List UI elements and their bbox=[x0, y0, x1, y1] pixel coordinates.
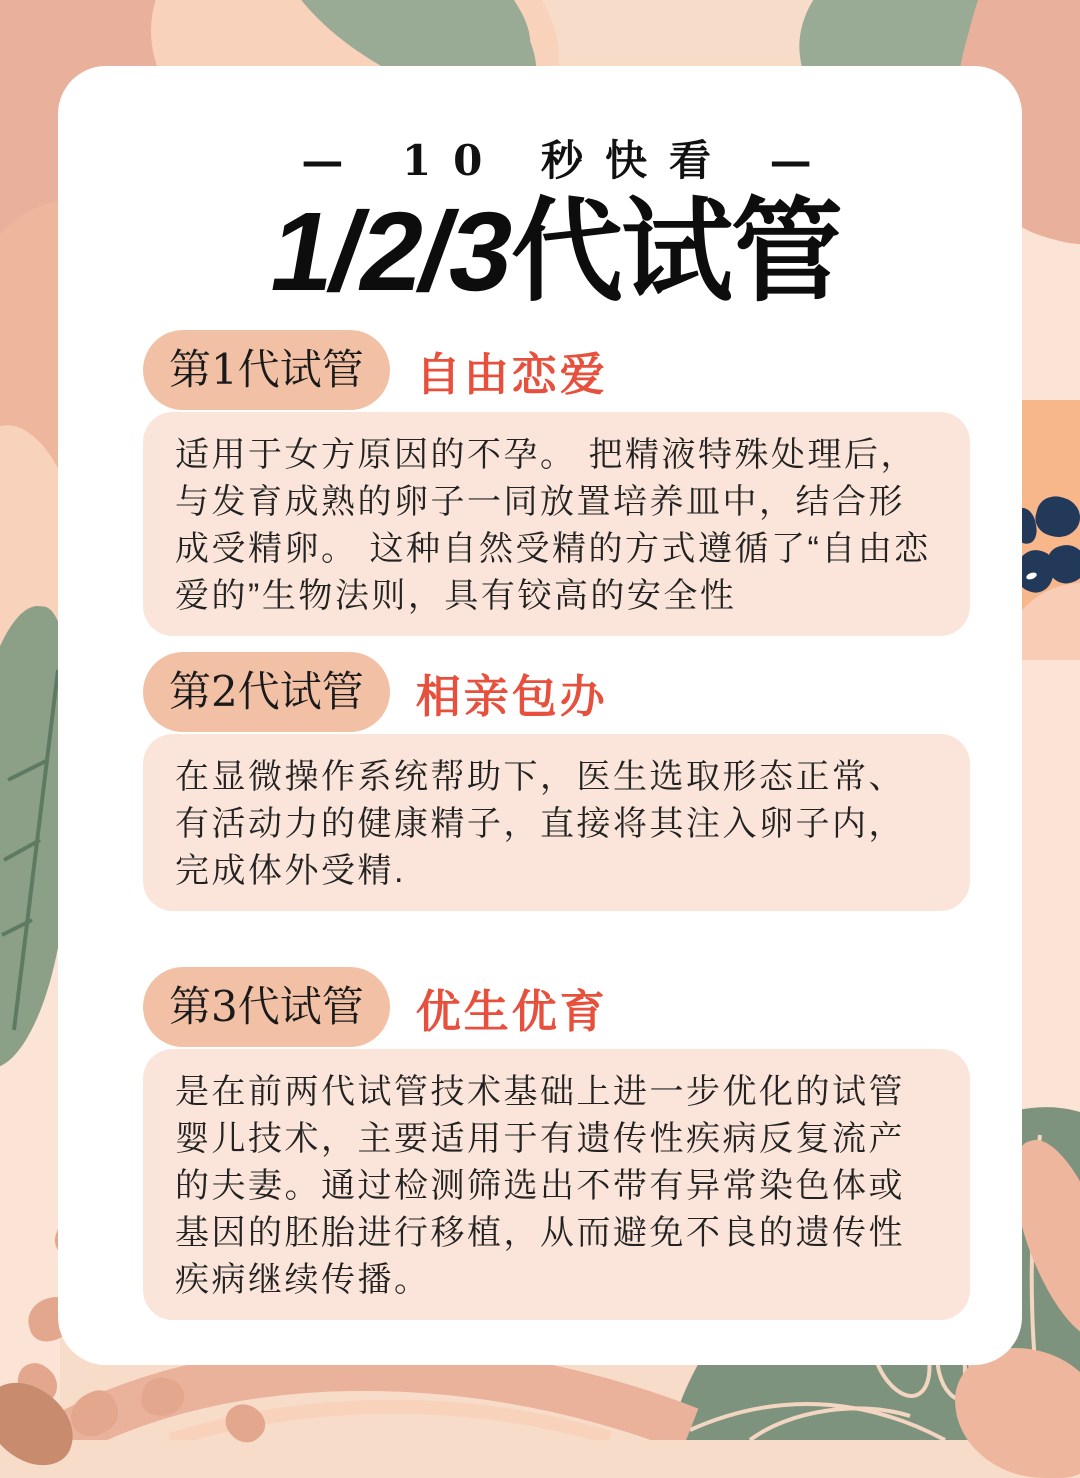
main-title bbox=[143, 189, 970, 314]
bottom-right-salmon-blob-decoration bbox=[955, 1348, 1080, 1478]
tagline-text: — 10 秒快看 — bbox=[301, 136, 834, 185]
content-card bbox=[58, 66, 1022, 1365]
section-3-header bbox=[143, 967, 1022, 1047]
title-suffix: 代试管 bbox=[511, 189, 842, 314]
generation-badge-1: 第1代试管 bbox=[143, 330, 390, 410]
section-1-header bbox=[143, 330, 1022, 410]
section-2-header bbox=[143, 652, 1022, 732]
description-box-2: 在显微操作系统帮助下，医生选取形态正常、有活动力的健康精子，直接将其注入卵子内，完成体外受精. bbox=[143, 734, 970, 911]
generation-badge-2: 第2代试管 bbox=[143, 652, 390, 732]
category-tag-1: 自由恋爱 bbox=[415, 348, 608, 400]
description-box-1: 适用于女方原因的不孕。 把精液特殊处理后，与发育成熟的卵子一同放置培养皿中，结合形成受精卵。 这种自然受精的方式遵循了“自由恋爱的”生物法则，具有铰高的安全性 bbox=[143, 412, 970, 636]
category-tag-3: 优生优育 bbox=[415, 985, 608, 1037]
description-box-3: 是在前两代试管技术基础上进一步优化的试管婴儿技术，主要适用于有遗传性疾病反复流产的夫妻。通过检测筛选出不带有异常染色体或基因的胚胎进行移植，从而避免不良的遗传性疾病继续传播。 bbox=[143, 1049, 970, 1320]
title-digits: 1/2/3 bbox=[261, 189, 523, 314]
category-tag-2: 相亲包办 bbox=[415, 670, 608, 722]
generation-badge-3: 第3代试管 bbox=[143, 967, 390, 1047]
